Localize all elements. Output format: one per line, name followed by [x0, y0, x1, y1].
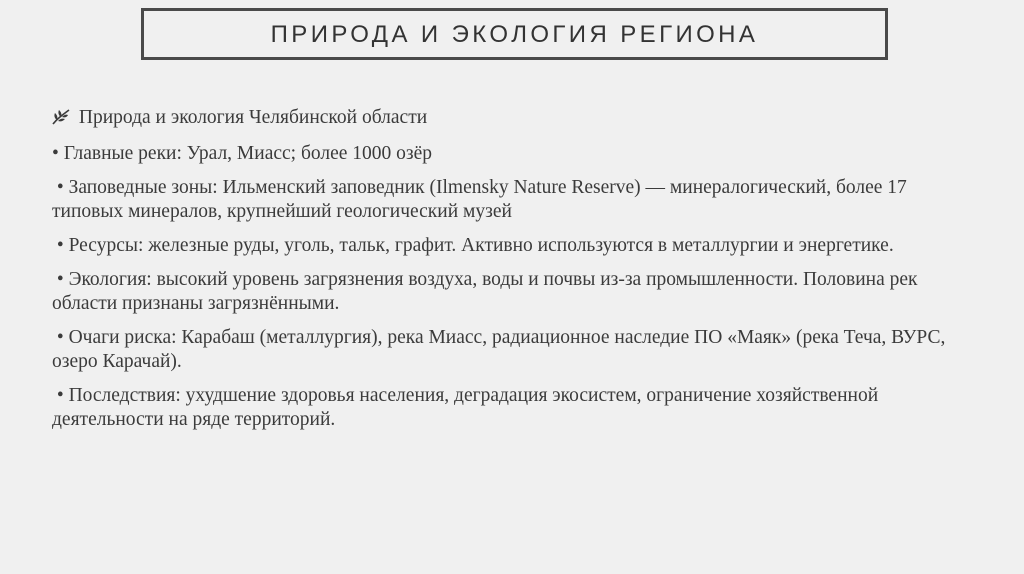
list-item-text: Последствия: ухудшение здоровья населения, деградация экосистем, ограничение хозяйственной деятельности на ряде территорий.	[52, 385, 879, 430]
list-item-text: Главные реки: Урал, Миасс; более 1000 озёр	[63, 143, 433, 164]
content-heading: Природа и экология Челябинской области	[78, 107, 428, 128]
content-heading-line	[52, 106, 982, 130]
list-item-text: Очаги риска: Карабаш (металлургия), река Миасс, радиационное наследие ПО «Маяк» (река Теча, ВУРС, озеро Карачай).	[52, 327, 946, 372]
list-item-text: Экология: высокий уровень загрязнения воздуха, воды и почвы из-за промышленности. Половина рек области признаны загрязнёнными.	[52, 269, 918, 314]
list-item-consequences	[52, 384, 982, 432]
leaf-icon	[52, 108, 70, 124]
list-item-risk-areas	[52, 326, 982, 374]
list-item-resources	[52, 234, 982, 258]
slide-title-box	[141, 8, 888, 60]
bullet: •	[56, 385, 64, 406]
list-item-text: Заповедные зоны: Ильменский заповедник (Ilmensky Nature Reserve) — минералогический, более 17 типовых минералов, крупнейший геологический музей	[52, 177, 907, 222]
bullet: •	[56, 269, 64, 290]
list-item-text: Ресурсы: железные руды, уголь, тальк, графит. Активно используются в металлургии и энергетике.	[68, 235, 894, 256]
list-item-reserves	[52, 176, 982, 224]
list-item-rivers	[52, 142, 982, 166]
bullet: •	[56, 235, 64, 256]
list-item-ecology	[52, 268, 982, 316]
bullet: •	[56, 177, 64, 198]
slide-content	[52, 106, 982, 442]
bullet: •	[52, 143, 59, 164]
bullet: •	[56, 327, 64, 348]
slide-title: ПРИРОДА И ЭКОЛОГИЯ РЕГИОНА	[270, 21, 759, 48]
